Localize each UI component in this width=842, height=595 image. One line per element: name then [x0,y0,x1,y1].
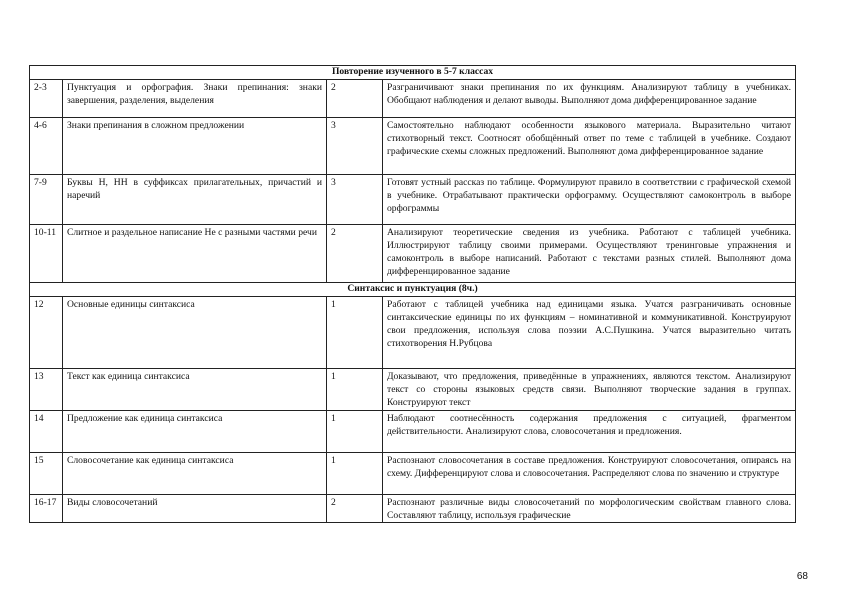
student-activity: Наблюдают соотнесённость содержания предложения с ситуацией, фрагментом действительности. Анализируют слова, словосочетания и предложения. [383,411,796,453]
section-title: Повторение изученного в 5-7 классах [30,66,796,80]
lesson-hours: 1 [327,453,383,495]
lesson-hours: 2 [327,495,383,523]
lesson-plan-table [29,65,796,523]
lesson-topic: Текст как единица синтаксиса [63,369,327,411]
student-activity: Работают с таблицей учебника над единицами языка. Учатся разграничивать основные синтаксические единицы по их функциям – номинативной и коммуникативной. Конструируют свои предложения, используя слова поэзии А.С.Пушкина. Учатся выразительно читать стихотворения Н.Рубцова [383,297,796,369]
lesson-hours: 1 [327,369,383,411]
section-title: Синтаксис и пунктуация (8ч.) [30,283,796,297]
lesson-number: 14 [30,411,63,453]
lesson-row [30,411,796,453]
page-number: 68 [796,571,808,582]
lesson-number: 4-6 [30,118,63,175]
lesson-number: 13 [30,369,63,411]
student-activity: Анализируют теоретические сведения из учебника. Работают с таблицей учебника. Иллюстрируют таблицу своими примерами. Осуществляют тренинговые упражнения и самоконтроль в выборе написаний. Работают с текстами разных стилей. Выполняют дома дифференцированное задание [383,225,796,283]
lesson-number: 10-11 [30,225,63,283]
lesson-hours: 1 [327,297,383,369]
lesson-number: 16-17 [30,495,63,523]
student-activity: Готовят устный рассказ по таблице. Формулируют правило в соответствии с графической схемой в учебнике. Отрабатывают практически орфограмму. Осуществляют самоконтроль в выборе орфограммы [383,175,796,225]
lesson-topic: Буквы Н, НН в суффиксах прилагательных, причастий и наречий [63,175,327,225]
lesson-topic: Основные единицы синтаксиса [63,297,327,369]
section-header-row [30,66,796,80]
lesson-row [30,175,796,225]
lesson-number: 7-9 [30,175,63,225]
lesson-topic: Пунктуация и орфография. Знаки препинания: знаки завершения, разделения, выделения [63,80,327,118]
lesson-number: 12 [30,297,63,369]
lesson-hours: 3 [327,118,383,175]
lesson-hours: 1 [327,411,383,453]
section-header-row [30,283,796,297]
student-activity: Самостоятельно наблюдают особенности языкового материала. Выразительно читают стихотворный текст. Соотносят обобщённый ответ по теме с таблицей в учебнике. Создают графические схемы сложных предложений. Выполняют дома дифференцированное задание [383,118,796,175]
student-activity: Разграничивают знаки препинания по их функциям. Анализируют таблицу в учебниках. Обобщают наблюдения и делают выводы. Выполняют дома дифференцированное задание [383,80,796,118]
lesson-topic: Знаки препинания в сложном предложении [63,118,327,175]
student-activity: Распознают словосочетания в составе предложения. Конструируют словосочетания, опираясь на схему. Дифференцируют слова и словосочетания. Распределяют слова по значению и структуре [383,453,796,495]
lesson-row [30,369,796,411]
lesson-row [30,118,796,175]
student-activity: Распознают различные виды словосочетаний по морфологическим свойствам главного слова. Составляют таблицу, используя графические [383,495,796,523]
lesson-plan-body [30,66,796,523]
lesson-topic: Слитное и раздельное написание Не с разными частями речи [63,225,327,283]
lesson-topic: Виды словосочетаний [63,495,327,523]
lesson-topic: Словосочетание как единица синтаксиса [63,453,327,495]
lesson-hours: 2 [327,225,383,283]
student-activity: Доказывают, что предложения, приведённые в упражнениях, являются текстом. Анализируют текст со стороны языковых средств связи. Выполняют творческие задания в группах. Конструируют текст [383,369,796,411]
lesson-row [30,453,796,495]
lesson-topic: Предложение как единица синтаксиса [63,411,327,453]
lesson-hours: 3 [327,175,383,225]
lesson-row [30,225,796,283]
lesson-hours: 2 [327,80,383,118]
lesson-row [30,80,796,118]
lesson-row [30,495,796,523]
lesson-number: 15 [30,453,63,495]
lesson-number: 2-3 [30,80,63,118]
lesson-row [30,297,796,369]
